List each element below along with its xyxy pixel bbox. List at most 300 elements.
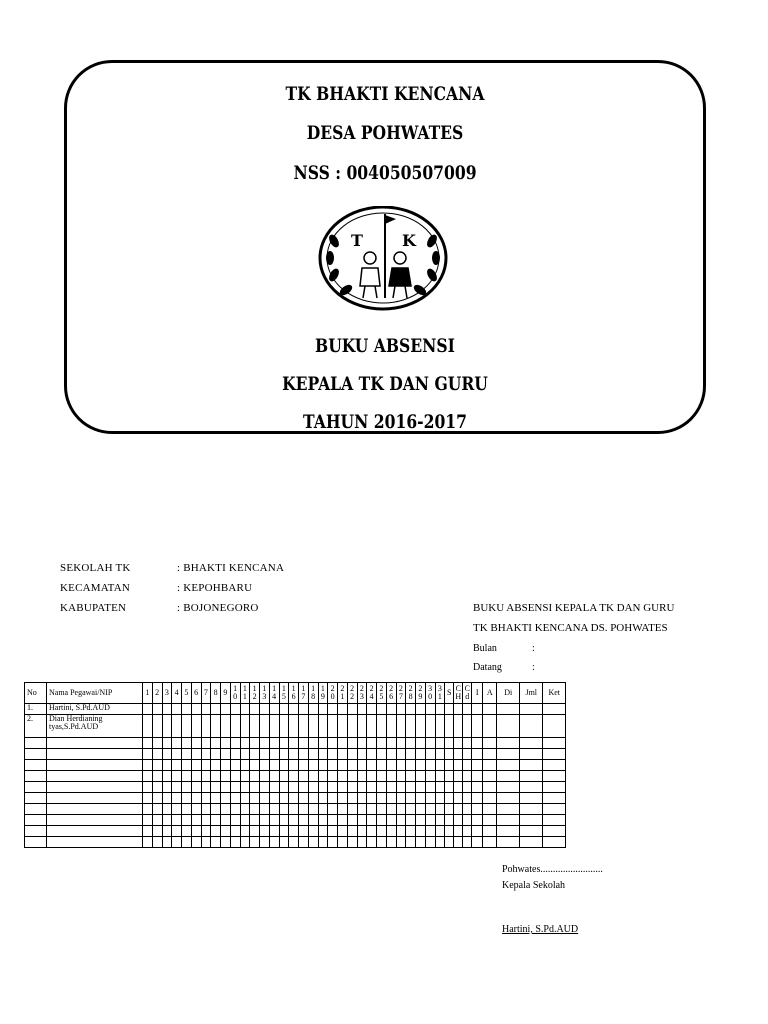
attendance-cell: [240, 771, 250, 782]
attendance-cell: [386, 715, 396, 738]
attendance-cell: [425, 715, 435, 738]
attendance-cell: [279, 715, 289, 738]
attendance-cell: [289, 760, 299, 771]
attendance-cell: [425, 793, 435, 804]
attendance-cell: [347, 715, 357, 738]
attendance-cell: [191, 826, 201, 837]
attendance-cell: [152, 760, 162, 771]
attendance-cell: [182, 815, 192, 826]
attendance-cell: [279, 804, 289, 815]
attendance-cell: [357, 837, 367, 848]
tk-emblem-icon: [318, 206, 448, 311]
attendance-cell: [445, 815, 454, 826]
attendance-cell: [406, 704, 416, 715]
attendance-cell: [497, 804, 520, 815]
attendance-cell: [377, 749, 387, 760]
attendance-cell: [463, 715, 472, 738]
attendance-cell: [308, 760, 318, 771]
attendance-cell: [182, 837, 192, 848]
attendance-cell: [406, 837, 416, 848]
attendance-cell: [543, 782, 566, 793]
attendance-cell: [338, 738, 348, 749]
attendance-cell: [269, 782, 279, 793]
row-no: [25, 760, 47, 771]
attendance-cell: [240, 837, 250, 848]
attendance-cell: [377, 760, 387, 771]
attendance-cell: [230, 782, 240, 793]
attendance-cell: [308, 715, 318, 738]
attendance-cell: [396, 738, 406, 749]
attendance-cell: [367, 837, 377, 848]
attendance-cell: [221, 826, 231, 837]
attendance-cell: [172, 793, 182, 804]
attendance-cell: [367, 738, 377, 749]
attendance-cell: [483, 837, 497, 848]
attendance-cell: [182, 793, 192, 804]
attendance-cell: [377, 826, 387, 837]
table-row: [25, 715, 566, 738]
header-day: 1: [143, 683, 153, 704]
attendance-cell: [240, 749, 250, 760]
attendance-cell: [211, 760, 221, 771]
attendance-cell: [279, 782, 289, 793]
attendance-cell: [520, 837, 543, 848]
header-no: No: [25, 683, 47, 704]
attendance-cell: [483, 793, 497, 804]
attendance-cell: [483, 782, 497, 793]
row-no: [25, 782, 47, 793]
attendance-cell: [162, 815, 172, 826]
attendance-cell: [201, 826, 211, 837]
attendance-cell: [279, 815, 289, 826]
attendance-cell: [472, 771, 483, 782]
attendance-cell: [435, 749, 445, 760]
attendance-cell: [357, 704, 367, 715]
table-header-row: [25, 683, 566, 704]
attendance-cell: [454, 804, 463, 815]
attendance-cell: [396, 826, 406, 837]
info-row-district: [60, 582, 320, 596]
attendance-cell: [347, 749, 357, 760]
attendance-cell: [279, 704, 289, 715]
attendance-cell: [269, 826, 279, 837]
attendance-cell: [250, 715, 260, 738]
attendance-cell: [162, 749, 172, 760]
attendance-cell: [289, 804, 299, 815]
header-summary: A: [483, 683, 497, 704]
attendance-cell: [250, 782, 260, 793]
row-no: [25, 771, 47, 782]
attendance-cell: [338, 749, 348, 760]
attendance-cell: [172, 826, 182, 837]
attendance-cell: [172, 749, 182, 760]
attendance-cell: [338, 793, 348, 804]
attendance-cell: [162, 715, 172, 738]
attendance-cell: [497, 815, 520, 826]
attendance-cell: [445, 715, 454, 738]
attendance-cell: [416, 760, 426, 771]
attendance-cell: [472, 804, 483, 815]
attendance-cell: [406, 715, 416, 738]
attendance-cell: [416, 715, 426, 738]
attendance-cell: [543, 815, 566, 826]
attendance-cell: [211, 738, 221, 749]
attendance-cell: [230, 738, 240, 749]
attendance-cell: [299, 837, 309, 848]
header-day: 7: [201, 683, 211, 704]
attendance-cell: [182, 771, 192, 782]
attendance-cell: [289, 715, 299, 738]
attendance-cell: [260, 782, 270, 793]
attendance-cell: [357, 826, 367, 837]
attendance-cell: [191, 771, 201, 782]
signature-name: Hartini, S.Pd.AUD: [502, 924, 579, 935]
attendance-cell: [143, 837, 153, 848]
attendance-cell: [396, 782, 406, 793]
emblem-letter-k: K: [402, 231, 416, 250]
attendance-cell: [299, 749, 309, 760]
attendance-cell: [520, 804, 543, 815]
attendance-cell: [162, 771, 172, 782]
attendance-cell: [520, 826, 543, 837]
attendance-cell: [308, 793, 318, 804]
attendance-cell: [328, 704, 338, 715]
header-day: 2 0: [328, 683, 338, 704]
info-label: KABUPATEN: [60, 602, 127, 614]
table-row: [25, 826, 566, 837]
attendance-cell: [211, 815, 221, 826]
attendance-cell: [201, 793, 211, 804]
attendance-cell: [269, 815, 279, 826]
attendance-cell: [472, 738, 483, 749]
attendance-cell: [162, 826, 172, 837]
attendance-cell: [347, 837, 357, 848]
attendance-cell: [454, 715, 463, 738]
header-day: 2 3: [357, 683, 367, 704]
attendance-cell: [143, 771, 153, 782]
attendance-cell: [230, 715, 240, 738]
attendance-cell: [211, 782, 221, 793]
attendance-cell: [386, 782, 396, 793]
attendance-cell: [328, 738, 338, 749]
attendance-cell: [416, 826, 426, 837]
attendance-cell: [221, 815, 231, 826]
attendance-cell: [260, 793, 270, 804]
attendance-cell: [269, 771, 279, 782]
attendance-cell: [201, 715, 211, 738]
attendance-cell: [211, 826, 221, 837]
bulan-label: Bulan: [473, 643, 497, 654]
attendance-cell: [201, 815, 211, 826]
attendance-cell: [328, 815, 338, 826]
info-label: KECAMATAN: [60, 582, 130, 594]
attendance-cell: [454, 826, 463, 837]
attendance-cell: [308, 815, 318, 826]
attendance-cell: [435, 771, 445, 782]
attendance-cell: [143, 826, 153, 837]
row-no: [25, 815, 47, 826]
attendance-cell: [152, 804, 162, 815]
attendance-cell: [377, 815, 387, 826]
attendance-cell: [318, 760, 328, 771]
attendance-cell: [454, 782, 463, 793]
attendance-cell: [152, 749, 162, 760]
attendance-cell: [445, 760, 454, 771]
attendance-cell: [416, 771, 426, 782]
attendance-cell: [463, 771, 472, 782]
attendance-cell: [191, 715, 201, 738]
attendance-cell: [240, 815, 250, 826]
attendance-cell: [347, 782, 357, 793]
attendance-cell: [520, 704, 543, 715]
attendance-cell: [143, 738, 153, 749]
cover-box: [64, 60, 706, 434]
header-day: 1 7: [299, 683, 309, 704]
attendance-cell: [289, 782, 299, 793]
attendance-cell: [338, 815, 348, 826]
header-day: 1 5: [279, 683, 289, 704]
attendance-cell: [250, 760, 260, 771]
attendance-table: [24, 682, 566, 848]
attendance-cell: [221, 749, 231, 760]
attendance-cell: [386, 738, 396, 749]
attendance-cell: [201, 704, 211, 715]
attendance-cell: [143, 715, 153, 738]
header-day: 8: [211, 683, 221, 704]
attendance-cell: [347, 804, 357, 815]
attendance-cell: [260, 837, 270, 848]
row-name: [47, 815, 143, 826]
attendance-cell: [172, 704, 182, 715]
attendance-cell: [520, 760, 543, 771]
header-day: 2 5: [377, 683, 387, 704]
attendance-cell: [377, 715, 387, 738]
attendance-cell: [406, 760, 416, 771]
attendance-cell: [377, 793, 387, 804]
attendance-cell: [396, 749, 406, 760]
attendance-cell: [543, 771, 566, 782]
attendance-cell: [279, 738, 289, 749]
attendance-cell: [357, 782, 367, 793]
attendance-cell: [472, 704, 483, 715]
attendance-cell: [435, 715, 445, 738]
attendance-cell: [463, 782, 472, 793]
table-row: [25, 815, 566, 826]
attendance-cell: [483, 826, 497, 837]
attendance-cell: [425, 760, 435, 771]
row-name: [47, 804, 143, 815]
table-row: [25, 782, 566, 793]
attendance-cell: [377, 782, 387, 793]
attendance-cell: [318, 793, 328, 804]
attendance-cell: [328, 782, 338, 793]
attendance-cell: [454, 837, 463, 848]
attendance-cell: [318, 771, 328, 782]
attendance-cell: [328, 749, 338, 760]
attendance-cell: [172, 715, 182, 738]
attendance-cell: [328, 826, 338, 837]
attendance-cell: [191, 804, 201, 815]
attendance-cell: [416, 782, 426, 793]
attendance-cell: [338, 771, 348, 782]
attendance-cell: [347, 771, 357, 782]
attendance-cell: [260, 760, 270, 771]
attendance-cell: [357, 793, 367, 804]
attendance-cell: [472, 826, 483, 837]
attendance-cell: [406, 793, 416, 804]
attendance-cell: [143, 804, 153, 815]
attendance-cell: [543, 804, 566, 815]
attendance-cell: [445, 704, 454, 715]
attendance-cell: [260, 749, 270, 760]
attendance-cell: [201, 738, 211, 749]
attendance-cell: [396, 793, 406, 804]
attendance-cell: [230, 804, 240, 815]
attendance-cell: [520, 793, 543, 804]
row-name: [47, 782, 143, 793]
attendance-cell: [483, 715, 497, 738]
attendance-cell: [260, 771, 270, 782]
book-year: TAHUN 2016-2017: [303, 411, 467, 433]
attendance-cell: [201, 804, 211, 815]
attendance-cell: [308, 749, 318, 760]
attendance-cell: [338, 760, 348, 771]
attendance-cell: [230, 837, 240, 848]
attendance-cell: [497, 760, 520, 771]
attendance-cell: [240, 804, 250, 815]
attendance-cell: [318, 815, 328, 826]
attendance-cell: [182, 749, 192, 760]
attendance-cell: [435, 793, 445, 804]
attendance-cell: [191, 815, 201, 826]
header-summary: I: [472, 683, 483, 704]
attendance-cell: [299, 771, 309, 782]
attendance-cell: [230, 771, 240, 782]
attendance-cell: [520, 715, 543, 738]
attendance-cell: [162, 804, 172, 815]
attendance-cell: [425, 826, 435, 837]
attendance-cell: [497, 793, 520, 804]
attendance-cell: [328, 837, 338, 848]
attendance-cell: [318, 749, 328, 760]
attendance-cell: [472, 782, 483, 793]
attendance-cell: [520, 771, 543, 782]
attendance-cell: [543, 738, 566, 749]
attendance-cell: [240, 793, 250, 804]
table-row: [25, 738, 566, 749]
attendance-cell: [435, 837, 445, 848]
attendance-cell: [367, 782, 377, 793]
attendance-cell: [182, 826, 192, 837]
attendance-cell: [269, 704, 279, 715]
info-value: : KEPOHBARU: [177, 582, 253, 594]
datang-value: :: [532, 662, 535, 673]
attendance-cell: [299, 715, 309, 738]
header-day: 2 8: [406, 683, 416, 704]
attendance-cell: [454, 738, 463, 749]
attendance-cell: [416, 804, 426, 815]
header-summary: S: [445, 683, 454, 704]
attendance-cell: [308, 804, 318, 815]
attendance-cell: [182, 760, 192, 771]
row-no: 1.: [25, 704, 47, 715]
attendance-cell: [416, 793, 426, 804]
attendance-cell: [308, 826, 318, 837]
attendance-cell: [143, 793, 153, 804]
attendance-cell: [347, 760, 357, 771]
header-day: 1 3: [260, 683, 270, 704]
attendance-cell: [463, 704, 472, 715]
attendance-cell: [250, 704, 260, 715]
attendance-cell: [211, 771, 221, 782]
attendance-cell: [347, 738, 357, 749]
attendance-cell: [289, 793, 299, 804]
attendance-cell: [377, 738, 387, 749]
attendance-cell: [367, 704, 377, 715]
table-row: [25, 804, 566, 815]
attendance-cell: [386, 793, 396, 804]
attendance-cell: [497, 782, 520, 793]
attendance-cell: [520, 782, 543, 793]
attendance-cell: [425, 782, 435, 793]
attendance-cell: [250, 749, 260, 760]
attendance-cell: [230, 749, 240, 760]
attendance-cell: [318, 704, 328, 715]
attendance-cell: [445, 826, 454, 837]
attendance-cell: [497, 738, 520, 749]
table-row: [25, 771, 566, 782]
attendance-cell: [497, 837, 520, 848]
attendance-cell: [201, 749, 211, 760]
attendance-cell: [396, 804, 406, 815]
attendance-cell: [543, 793, 566, 804]
attendance-cell: [318, 837, 328, 848]
attendance-cell: [406, 815, 416, 826]
attendance-cell: [299, 782, 309, 793]
info-value: : BHAKTI KENCANA: [177, 562, 285, 574]
attendance-cell: [191, 704, 201, 715]
attendance-cell: [289, 815, 299, 826]
attendance-cell: [497, 715, 520, 738]
attendance-cell: [497, 771, 520, 782]
attendance-cell: [367, 826, 377, 837]
attendance-cell: [299, 804, 309, 815]
attendance-cell: [338, 837, 348, 848]
attendance-cell: [289, 771, 299, 782]
attendance-cell: [318, 715, 328, 738]
attendance-cell: [435, 826, 445, 837]
attendance-cell: [221, 837, 231, 848]
attendance-cell: [406, 771, 416, 782]
attendance-cell: [162, 704, 172, 715]
attendance-cell: [435, 804, 445, 815]
attendance-cell: [269, 760, 279, 771]
attendance-cell: [454, 815, 463, 826]
attendance-cell: [328, 793, 338, 804]
attendance-cell: [377, 771, 387, 782]
row-no: [25, 738, 47, 749]
attendance-cell: [463, 738, 472, 749]
attendance-cell: [445, 771, 454, 782]
attendance-cell: [279, 771, 289, 782]
header-day: 3 1: [435, 683, 445, 704]
attendance-cell: [152, 815, 162, 826]
attendance-cell: [367, 760, 377, 771]
row-no: [25, 749, 47, 760]
attendance-cell: [299, 793, 309, 804]
attendance-cell: [338, 715, 348, 738]
attendance-cell: [299, 815, 309, 826]
